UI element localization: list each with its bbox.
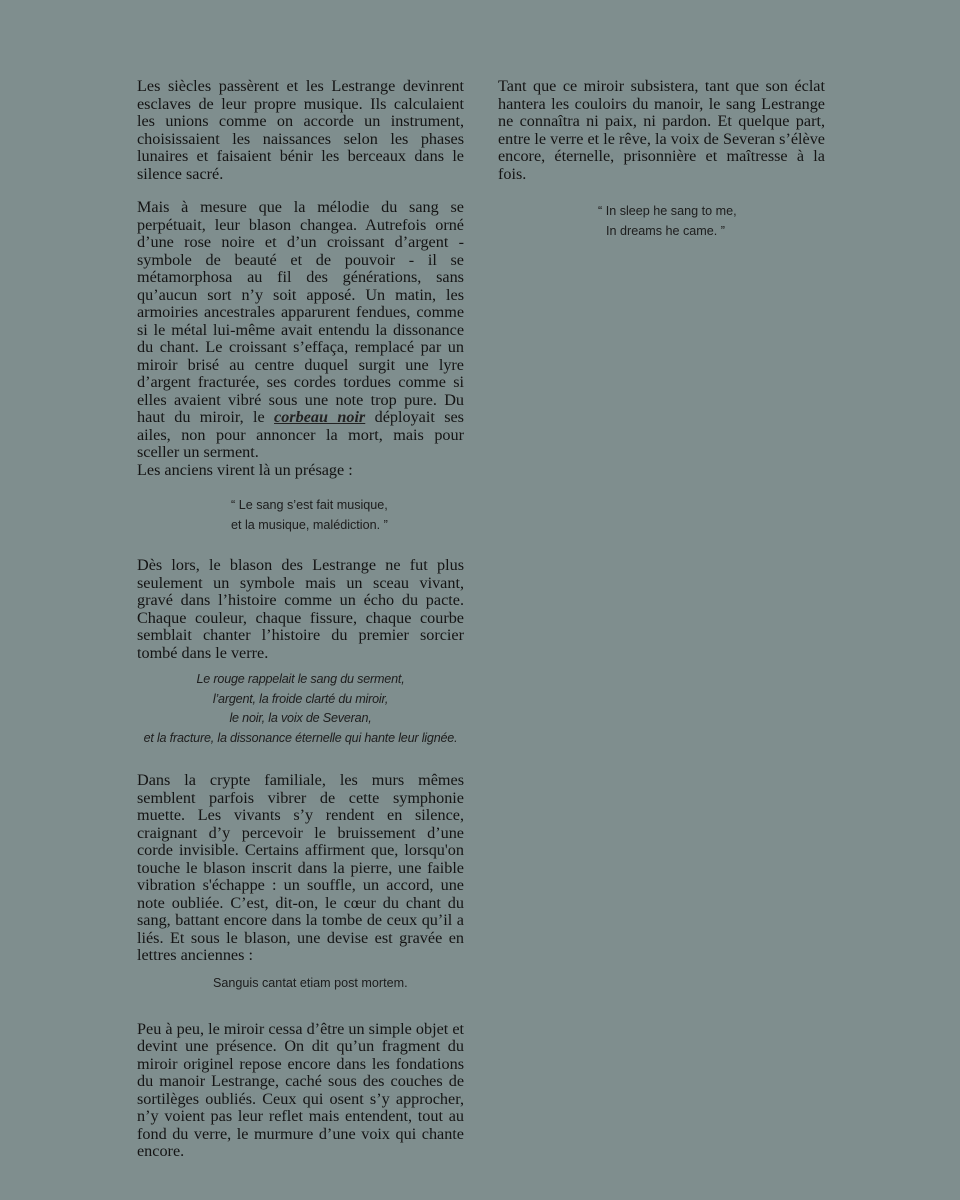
quote-sang-musique — [231, 495, 464, 535]
paragraph-miroir-presence: Peu à peu, le miroir cessa d’être un simple objet et devint une présence. On dit qu’un fragment du miroir originel repose encore dans les fondations du manoir Lestrange, caché sous des couches de sortilèges oubliés. Ceux qui osent s’y approcher, n’y voient pas leur reflet mais entendent, tout au fond du verre, le murmure d’une voix qui chante encore. — [137, 1019, 464, 1160]
quote-line: Le rouge rappelait le sang du serment, — [196, 672, 405, 686]
quote-line: l’argent, la froide clarté du miroir, — [212, 691, 389, 706]
paragraph-presage-line: Les anciens virent là un présage : — [137, 460, 353, 479]
quote-in-sleep — [598, 201, 825, 241]
quote-line: In dreams he came. ” — [606, 224, 725, 238]
left-column — [137, 78, 464, 1161]
paragraph-blason-changed — [137, 199, 464, 479]
quote-line: “ Le sang s’est fait musique, — [231, 498, 388, 512]
corbeau-noir-highlight: corbeau noir — [274, 408, 366, 426]
right-column — [498, 78, 825, 241]
paragraph-miroir-subsistera: Tant que ce miroir subsistera, tant que son éclat hantera les couloirs du manoir, le sang Lestrange ne connaîtra ni paix, ni pardon. Et quelque part, entre le verre et le rêve, la voix de Severan s’élève encore, éternelle, prisonnière et maîtresse à la fois. — [498, 77, 825, 183]
quote-line: Sanguis cantat etiam post mortem. — [213, 975, 408, 990]
quote-devise — [213, 973, 464, 993]
paragraph-sceau-vivant: Dès lors, le blason des Lestrange ne fut plus seulement un symbole mais un sceau vivant, gravé dans l’histoire comme un écho du pacte. Chaque couleur, chaque fissure, chaque courbe semblait chanter l’histoire du premier sorcier tombé dans le verre. — [137, 556, 464, 662]
paragraph-lestrange-slaves: Les siècles passèrent et les Lestrange devinrent esclaves de leur propre musique. Ils calculaient les unions comme on accorde un instrument, choisissaient les naissances selon les phases lunaires et faisaient bénir les berceaux dans le silence sacré. — [137, 77, 464, 183]
quote-line: “ In sleep he sang to me, — [598, 204, 737, 218]
quote-line: et la fracture, la dissonance éternelle qui hante leur lignée. — [143, 730, 458, 745]
quote-colors-meaning — [137, 670, 464, 748]
paragraph-crypte: Dans la crypte familiale, les murs mêmes semblent parfois vibrer de cette symphonie muette. Les vivants s’y rendent en silence, craignant d’y percevoir le bruissement d’une corde invisible. Certains affirment que, lorsqu'on touche le blason inscrit dans la pierre, une faible vibration s'échappe : un souffle, un accord, une note oubliée. C’est, dit-on, le cœur du chant du sang, battant encore dans la tombe de ceux qu’il a liés. Et sous le blason, une devise est gravée en lettres anciennes : — [137, 771, 464, 964]
quote-line: le noir, la voix de Severan, — [229, 711, 372, 725]
paragraph-blason-text-end: déployait ses ailes, non pour annoncer la mort, mais pour sceller un serment. — [137, 408, 464, 461]
quote-line: et la musique, malédiction. ” — [231, 518, 388, 532]
paragraph-blason-text: Mais à mesure que la mélodie du sang se perpétuait, leur blason changea. Autrefois orné d’une rose noire et d’un croissant d’argent - symbole de beauté et de pouvoir - il se métamorphosa au fil des générations, sans qu’aucun sort n’y soit apposé. Un matin, les armoiries ancestrales apparurent fendues, comme si le métal lui-même avait entendu la dissonance du chant. Le croissant s’effaça, remplacé par un miroir brisé au centre duquel surgit une lyre d’argent fracturée, ses cordes tordues comme si elles avaient vibré sous une note trop pure. Du haut du miroir, le — [137, 198, 464, 426]
